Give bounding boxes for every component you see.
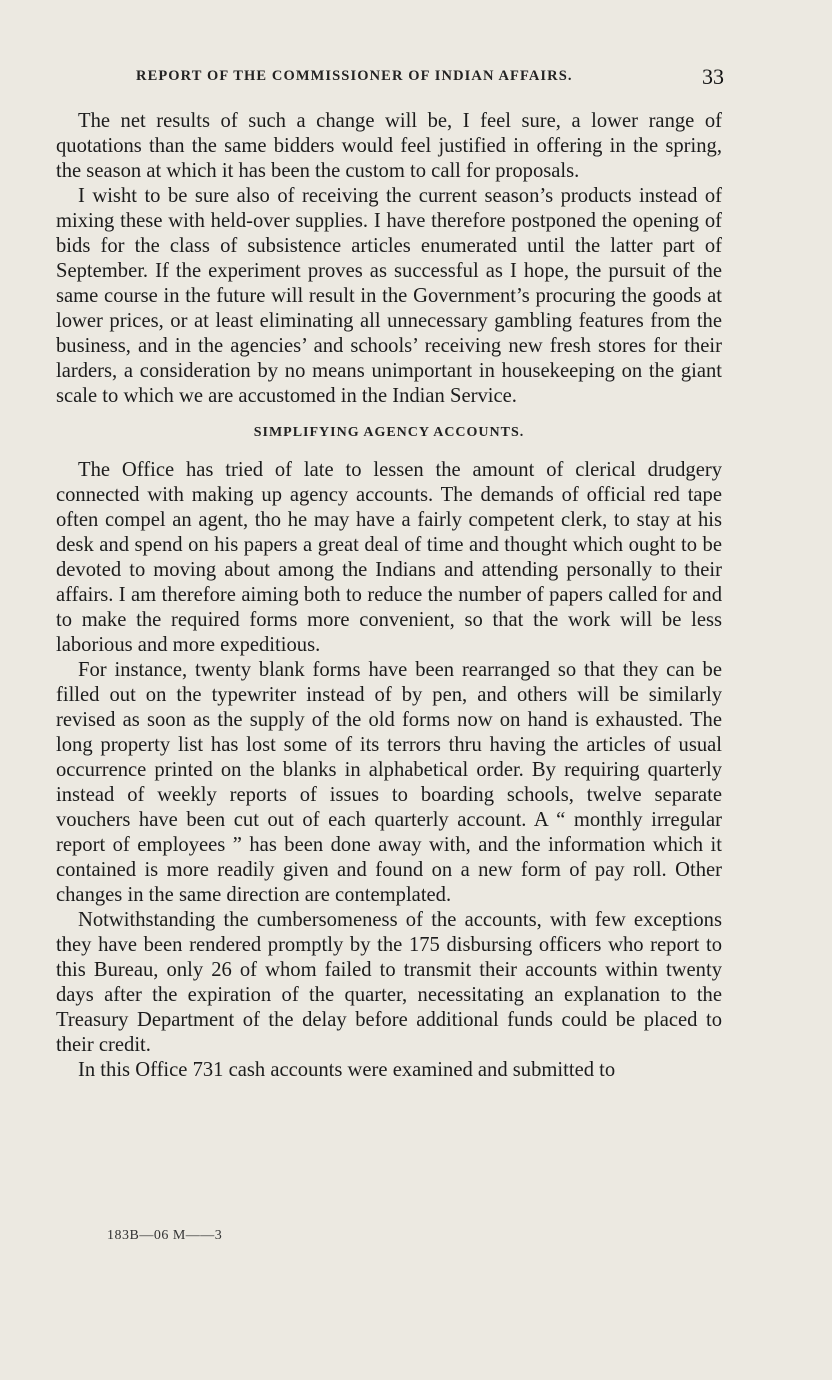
- printer-signature: 183B—06 M——3: [107, 1228, 223, 1243]
- paragraph-net-results: The net results of such a change will be, I feel sure, a lower range of quotations than the same bidders would feel justified in offering in the spring, the season at which it has been the custom to call for proposals.: [56, 110, 722, 182]
- paragraph-cash-accounts: In this Office 731 cash accounts were examined and submitted to: [78, 1059, 616, 1081]
- section-heading: SIMPLIFYING AGENCY ACCOUNTS.: [253, 425, 525, 440]
- running-title: REPORT OF THE COMMISSIONER OF INDIAN AFFAIRS.: [136, 68, 573, 84]
- paragraph-blank-forms: For instance, twenty blank forms have been rearranged so that they can be filled out on the typewriter instead of by pen, and others will be similarly revised as soon as the supply of the old forms now on hand is exhausted. The long property list has lost some of its terrors thru having the articles of usual occurrence printed on the blanks in alphabetical order. By requiring quarterly instead of weekly reports of issues to boarding schools, twelve separate vouchers have been cut out of each quarterly account. A “ monthly irregular report of employees ” has been done away with, and the information which it contained is more readily given and found on a new form of pay roll. Other changes in the same direction are contemplated.: [56, 659, 722, 906]
- page-number: 33: [702, 64, 724, 89]
- paragraph-disbursing-officers: Notwithstanding the cumbersomeness of the accounts, with few exceptions they have been rendered promptly by the 175 disbursing officers who report to this Bureau, only 26 of whom failed to transmit their accounts within twenty days after the expiration of the quarter, necessitating an explanation to the Treasury Department of the delay before additional funds could be placed to their credit.: [56, 909, 722, 1056]
- paragraph-clerical-drudgery: The Office has tried of late to lessen the amount of clerical drudgery connected with making up agency accounts. The demands of official red tape often compel an agent, tho he may have a fairly competent clerk, to stay at his desk and spend on his papers a great deal of time and thought which ought to be devoted to moving about among the Indians and attending personally to their affairs. I am therefore aiming both to reduce the number of papers called for and to make the required forms more convenient, so that the work will be less laborious and more expeditious.: [56, 459, 722, 656]
- running-head: [56, 64, 724, 90]
- body-text: [56, 109, 722, 1083]
- paragraph-current-season: I wisht to be sure also of receiving the current season’s products instead of mixing these with held-over supplies. I have therefore postponed the opening of bids for the class of subsistence articles enumerated until the latter part of September. If the experiment proves as successful as I hope, the pursuit of the same course in the future will result in the Government’s procuring the goods at lower prices, or at least eliminating all unnecessary gambling features from the business, and in the agencies’ and schools’ receiving new fresh stores for their larders, a consideration by no means unimportant in housekeeping on the giant scale to which we are accustomed in the Indian Service.: [56, 185, 722, 407]
